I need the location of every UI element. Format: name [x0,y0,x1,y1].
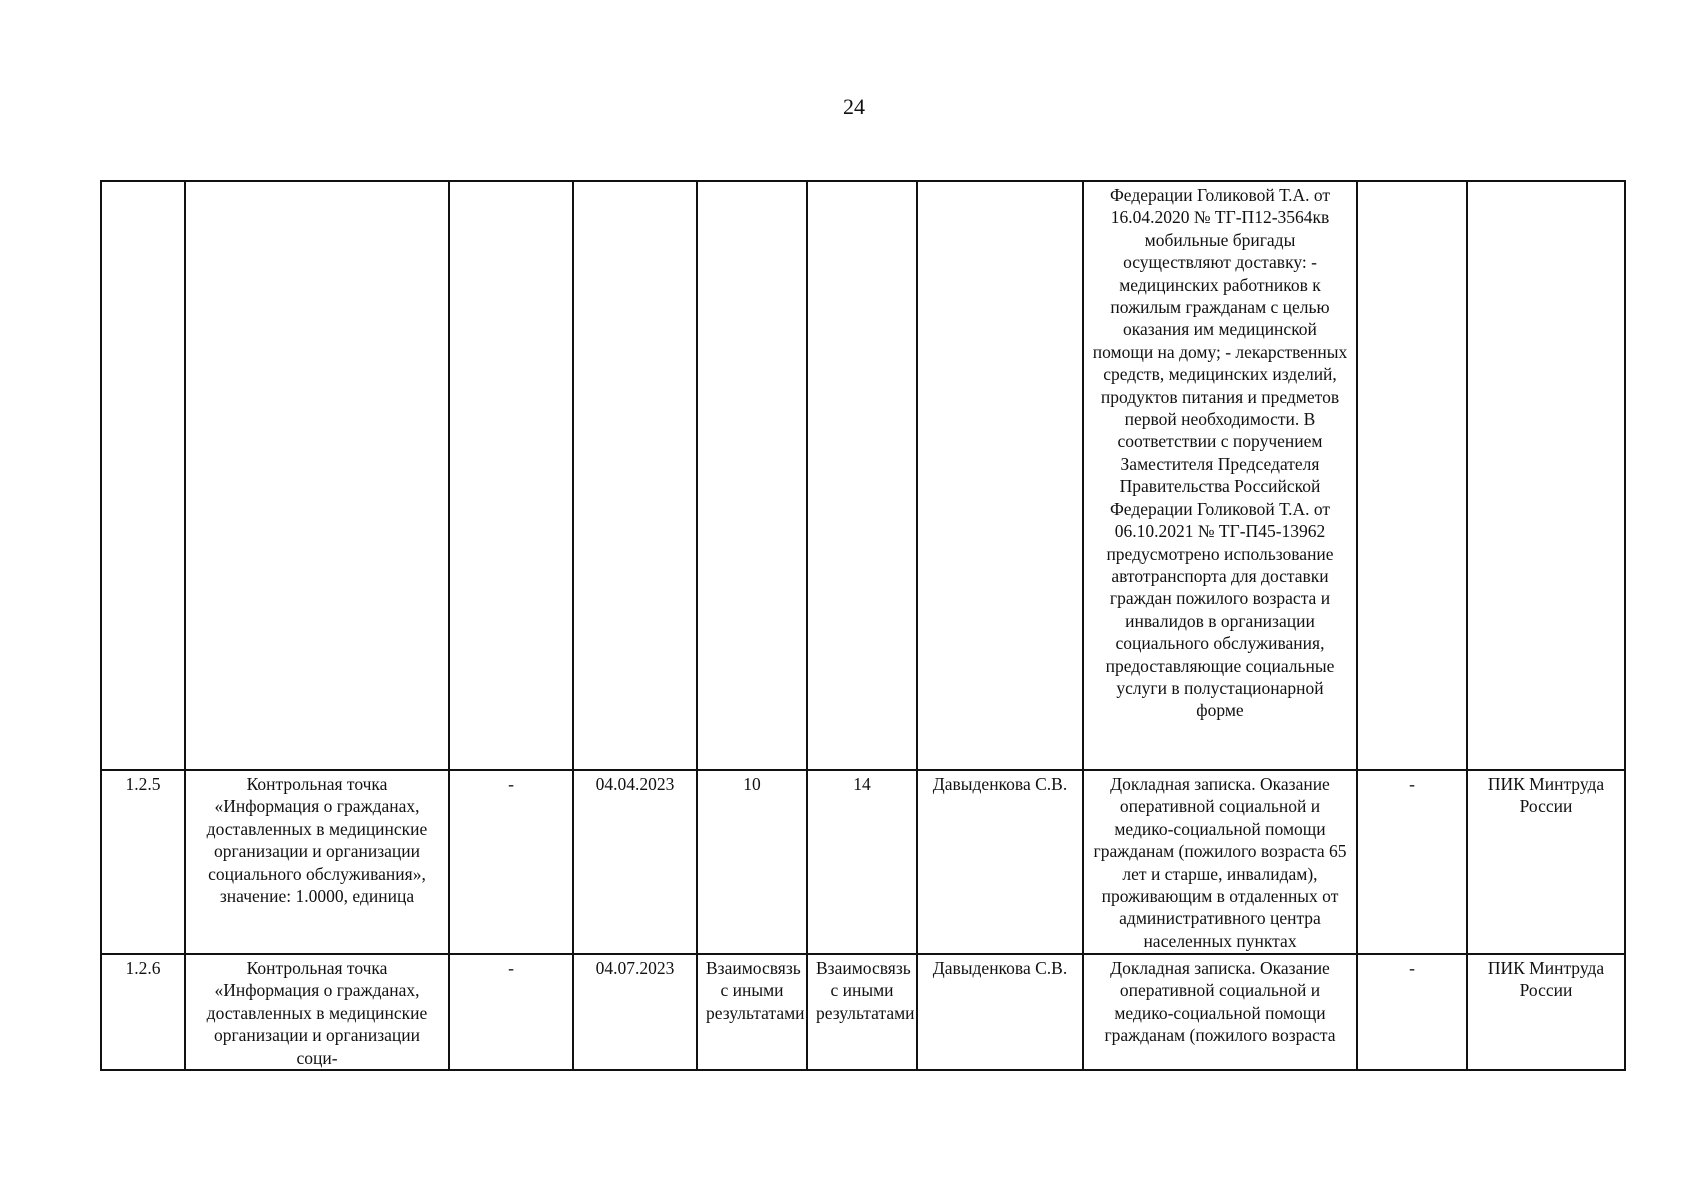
cell-start: - [449,770,573,954]
cell-name: Контрольная точка «Информация о гражданах, доставленных в медицинские организации и организации социального обслуживания», значение: 1.0000, единица [185,770,449,954]
cell-col5: 10 [697,770,807,954]
cell-col6: 14 [807,770,917,954]
cell-responsible: Давыденкова С.В. [917,954,1083,1070]
cell-start [449,181,573,770]
plan-table [100,180,1626,1071]
cell-number: 1.2.6 [101,954,185,1070]
cell-end: 04.07.2023 [573,954,697,1070]
cell-col6 [807,181,917,770]
cell-start: - [449,954,573,1070]
cell-responsible: Давыденкова С.В. [917,770,1083,954]
cell-col6: Взаимосвязь с иными результатами [807,954,917,1070]
page-number: 24 [843,94,865,119]
cell-system: ПИК Минтруда России [1467,954,1625,1070]
cell-col5: Взаимосвязь с иными результатами [697,954,807,1070]
cell-name [185,181,449,770]
table-row [101,181,1625,770]
cell-col9 [1357,181,1467,770]
cell-col9: - [1357,954,1467,1070]
cell-document: Докладная записка. Оказание оперативной социальной и медико-социальной помощи гражданам (пожилого возраста [1083,954,1357,1070]
cell-number: 1.2.5 [101,770,185,954]
table-row [101,954,1625,1070]
cell-document: Докладная записка. Оказание оперативной социальной и медико-социальной помощи гражданам (пожилого возраста 65 лет и старше, инвалидам), проживающим в отдаленных от административного центра населенных пунктах [1083,770,1357,954]
cell-number [101,181,185,770]
table-row [101,770,1625,954]
cell-name: Контрольная точка «Информация о гражданах, доставленных в медицинские организации и организации соци- [185,954,449,1070]
cell-col5 [697,181,807,770]
cell-system [1467,181,1625,770]
cell-col9: - [1357,770,1467,954]
cell-document: Федерации Голиковой Т.А. от 16.04.2020 № ТГ-П12-3564кв мобильные бригады осуществляют доставку: - медицинских работников к пожилым гражданам с целью оказания им медицинской помощи на дому; - лекарственных средств, медицинских изделий, продуктов питания и предметов первой необходимости. В соответствии с поручением Заместителя Председателя Правительства Российской Федерации Голиковой Т.А. от 06.10.2021 № ТГ-П45-13962 предусмотрено использование автотранспорта для доставки граждан пожилого возраста и инвалидов в организации социального обслуживания, предоставляющие социальные услуги в полустационарной форме [1083,181,1357,770]
cell-end: 04.04.2023 [573,770,697,954]
cell-responsible [917,181,1083,770]
cell-end [573,181,697,770]
cell-system: ПИК Минтруда России [1467,770,1625,954]
